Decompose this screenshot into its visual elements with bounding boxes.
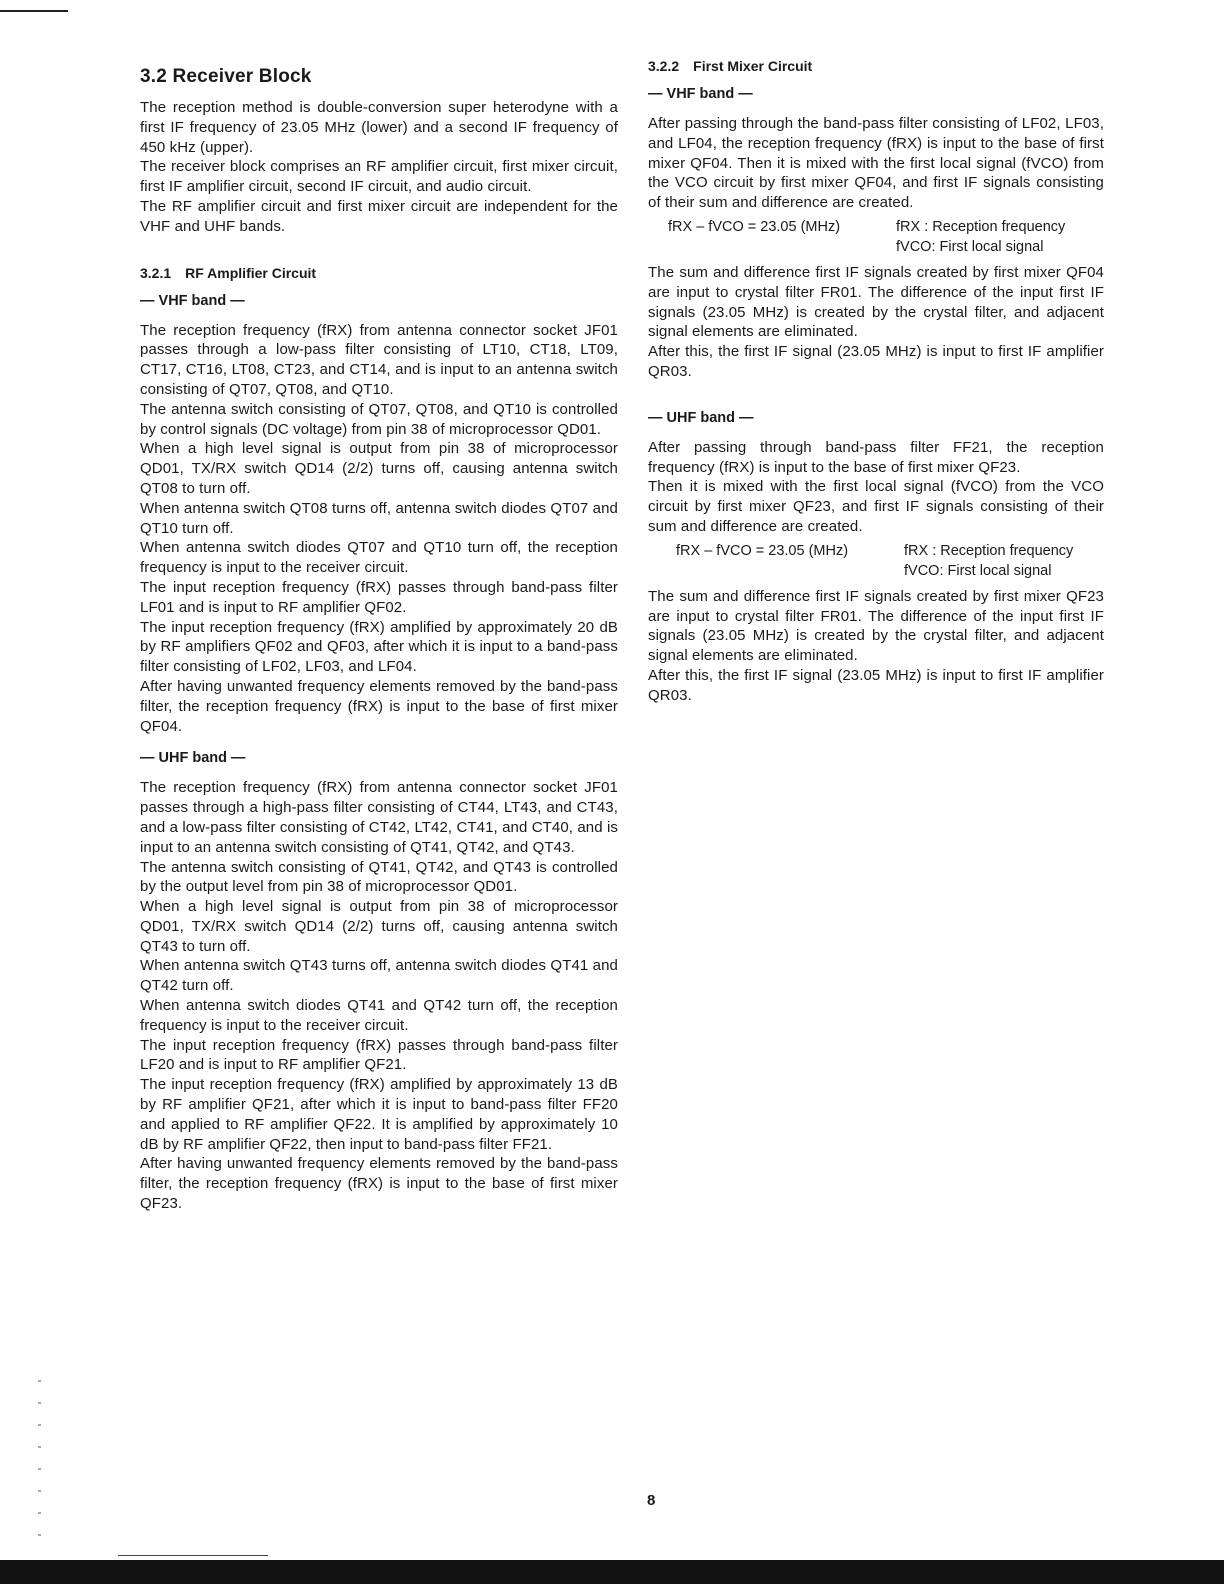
- uhf-paragraph: When a high level signal is output from pin 38 of microprocessor QD01, TX/RX switch QD14 (2/2) turns off, causing antenna switch QT43 to turn off.: [140, 898, 618, 955]
- subsection-heading-rf: [140, 265, 618, 281]
- vhf-paragraph: After having unwanted frequency elements removed by the band-pass filter, the reception frequency (fRX) is input to the base of first mixer QF04.: [140, 677, 618, 735]
- equation-text: fRX – fVCO = 23.05 (MHz): [668, 218, 841, 235]
- vhf-paragraph: The sum and difference first IF signals created by first mixer QF04 are input to crystal filter FR01. The difference of the input first IF signals (23.05 MHz) is created by the crystal filter, and adjacent signal elements are eliminated.: [648, 263, 1104, 341]
- page-number: 8: [647, 1492, 656, 1509]
- vhf-paragraph: After this, the first IF signal (23.05 MHz) is input to first IF amplifier QR03.: [648, 343, 1104, 380]
- subsection-number: 3.2.2: [648, 58, 680, 74]
- subsection-number: 3.2.1: [140, 264, 172, 281]
- uhf-paragraph: After having unwanted frequency elements removed by the band-pass filter, the reception frequency (fRX) is input to the base of first mixer QF23.: [140, 1155, 618, 1213]
- vhf-paragraph: The antenna switch consisting of QT07, QT08, and QT10 is controlled by control signals (DC voltage) from pin 38 of microprocessor QD01.: [140, 400, 618, 438]
- uhf-paragraph: When antenna switch QT43 turns off, antenna switch diodes QT41 and QT42 turn off.: [140, 957, 618, 995]
- equation-definition: fVCO: First local signal: [896, 238, 1044, 255]
- subsection-title: RF Amplifier Circuit: [185, 264, 317, 281]
- equation-definition: fRX : Reception frequency: [904, 542, 1074, 559]
- uhf-paragraph: The input reception frequency (fRX) amplified by approximately 13 dB by RF amplifier QF21, after which it is input to band-pass filter FF20 and applied to RF amplifier QF22. It is amplified by approximately 10 dB by RF amplifier QF22, then input to band-pass filter FF21.: [140, 1076, 618, 1153]
- top-rule: [0, 10, 68, 12]
- intro-paragraph: The RF amplifier circuit and first mixer circuit are independent for the VHF and UHF bands.: [140, 197, 618, 235]
- vhf-band-label: — VHF band —: [140, 292, 245, 309]
- uhf-paragraph: After passing through band-pass filter FF21, the reception frequency (fRX) is input to the base of first mixer QF23.: [648, 438, 1104, 476]
- margin-dots: [38, 1380, 41, 1550]
- vhf-paragraph: The reception frequency (fRX) from antenna connector socket JF01 passes through a low-pass filter consisting of LT10, CT18, LT09, CT17, CT16, LT08, CT23, and CT14, and is input to an antenna switch consisting of QT07, QT08, and QT10.: [140, 321, 618, 398]
- footer-rule: [118, 1555, 268, 1556]
- uhf-paragraph: The reception frequency (fRX) from antenna connector socket JF01 passes through a high-pass filter consisting of CT44, LT43, and CT43, and a low-pass filter consisting of CT42, LT42, CT41, and CT40, and is input to an antenna switch consisting of QT41, QT42, and QT43.: [140, 779, 618, 856]
- uhf-equation: [648, 541, 1104, 581]
- uhf-paragraph: The antenna switch consisting of QT41, QT42, and QT43 is controlled by the output level from pin 38 of microprocessor QD01.: [140, 858, 618, 896]
- uhf-band-label: — UHF band —: [648, 409, 754, 426]
- subsection-heading-mixer: [648, 58, 1104, 74]
- vhf-band-label: — VHF band —: [648, 86, 753, 102]
- vhf-paragraph: When antenna switch QT08 turns off, antenna switch diodes QT07 and QT10 turn off.: [140, 499, 618, 537]
- vhf-equation: [648, 217, 1104, 257]
- section-title: 3.2 Receiver Block: [140, 66, 312, 87]
- vhf-paragraph: The input reception frequency (fRX) amplified by approximately 20 dB by RF amplifiers QF02 and QF03, after which it is input to a band-pass filter consisting of LF02, LF03, and LF04.: [140, 618, 618, 676]
- subsection-title: First Mixer Circuit: [693, 58, 813, 74]
- equation-definition: fRX : Reception frequency: [896, 218, 1066, 235]
- uhf-paragraph: The sum and difference first IF signals created by first mixer QF23 are input to crystal filter FR01. The difference of the input first IF signals (23.05 MHz) is created by the crystal filter, and adjacent signal elements are eliminated.: [648, 587, 1104, 665]
- equation-definition: fVCO: First local signal: [904, 562, 1052, 579]
- vhf-paragraph: After passing through the band-pass filter consisting of LF02, LF03, and LF04, the reception frequency (fRX) is input to the base of first mixer QF04. Then it is mixed with the first local signal (fVCO) from the VCO circuit by first mixer QF04, and first IF signals consisting of their sum and difference are created.: [648, 115, 1104, 212]
- left-column: [140, 66, 618, 1214]
- vhf-paragraph: When a high level signal is output from pin 38 of microprocessor QD01, TX/RX switch QD14 (2/2) turns off, causing antenna switch QT08 to turn off.: [140, 440, 618, 497]
- vhf-paragraph: When antenna switch diodes QT07 and QT10 turn off, the reception frequency is input to the receiver circuit.: [140, 539, 618, 577]
- intro-paragraph: The reception method is double-conversion super heterodyne with a first IF frequency of 23.05 MHz (lower) and a second IF frequency of 450 kHz (upper).: [140, 99, 618, 156]
- intro-paragraph: The receiver block comprises an RF amplifier circuit, first mixer circuit, first IF amplifier circuit, second IF circuit, and audio circuit.: [140, 158, 618, 196]
- uhf-paragraph: After this, the first IF signal (23.05 MHz) is input to first IF amplifier QR03.: [648, 666, 1104, 704]
- uhf-paragraph: The input reception frequency (fRX) passes through band-pass filter LF20 and is input to RF amplifier QF21.: [140, 1036, 618, 1074]
- uhf-paragraph: Then it is mixed with the first local signal (fVCO) from the VCO circuit by first mixer QF23, and first IF signals consisting of their sum and difference are created.: [648, 478, 1104, 535]
- vhf-paragraph: The input reception frequency (fRX) passes through band-pass filter LF01 and is input to RF amplifier QF02.: [140, 578, 618, 616]
- equation-text: fRX – fVCO = 23.05 (MHz): [676, 542, 849, 559]
- uhf-band-label: — UHF band —: [140, 750, 246, 767]
- right-column: [648, 58, 1104, 706]
- uhf-paragraph: When antenna switch diodes QT41 and QT42 turn off, the reception frequency is input to the receiver circuit.: [140, 997, 618, 1034]
- bottom-scan-edge: [0, 1560, 1224, 1584]
